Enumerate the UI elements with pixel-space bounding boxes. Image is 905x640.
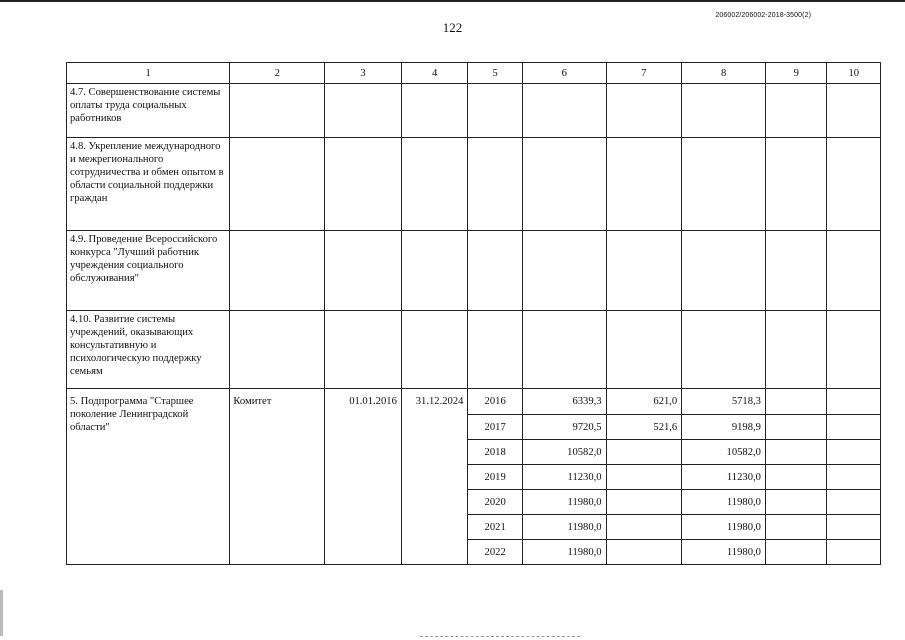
col7-cell [606,440,682,465]
program-table [66,62,881,565]
column-header: 10 [827,63,881,84]
column-header: 5 [468,63,522,84]
table-row [67,138,881,231]
program-year-row [67,389,881,415]
top-rule [0,0,905,2]
column-header: 7 [606,63,682,84]
header-row [67,63,881,84]
col8-cell: 11230,0 [682,465,766,490]
col7-cell [606,515,682,540]
scan-edge-shade [0,590,3,636]
total-cell: 11980,0 [522,540,606,565]
year-cell: 2020 [468,490,522,515]
column-header: 3 [325,63,402,84]
year-cell: 2017 [468,415,522,440]
column-header: 1 [67,63,230,84]
col8-cell: 11980,0 [682,490,766,515]
column-header: 2 [230,63,325,84]
item-4-9: 4.9. Проведение Всероссийского конкурса "Лучший работник учреждения социального обслуживания" [67,231,230,311]
year-cell: 2019 [468,465,522,490]
page-number: 122 [442,20,463,35]
total-cell: 9720,5 [522,415,606,440]
table-row [67,231,881,311]
col8-cell: 5718,3 [682,389,766,415]
col7-cell: 621,0 [606,389,682,415]
col7-cell [606,540,682,565]
program-executor: Комитет [230,389,325,565]
program-name: 5. Подпрограмма "Старшее поколение Ленинградской области" [67,389,230,565]
total-cell: 11230,0 [522,465,606,490]
col8-cell: 11980,0 [682,540,766,565]
program-start-date: 01.01.2016 [325,389,402,565]
col7-cell [606,490,682,515]
col8-cell: 10582,0 [682,440,766,465]
total-cell: 6339,3 [522,389,606,415]
scan-bottom-marks [420,636,580,638]
column-header: 4 [401,63,468,84]
col7-cell [606,465,682,490]
item-4-10: 4.10. Развитие системы учреждений, оказывающих консультативную и психологическую поддержку семьям [67,311,230,389]
column-header: 9 [765,63,827,84]
document-code: 206002/206002-2018-3500(2) [715,12,811,19]
year-cell: 2018 [468,440,522,465]
total-cell: 10582,0 [522,440,606,465]
item-4-7: 4.7. Совершенствование системы оплаты труда социальных работников [67,84,230,138]
program-end-date: 31.12.2024 [401,389,468,565]
total-cell: 11980,0 [522,490,606,515]
col8-cell: 11980,0 [682,515,766,540]
year-cell: 2022 [468,540,522,565]
table-row [67,311,881,389]
column-header: 6 [522,63,606,84]
item-4-8: 4.8. Укрепление международного и межрегионального сотрудничества и обмен опытом в области социальной поддержки граждан [67,138,230,231]
table-row [67,84,881,138]
year-cell: 2021 [468,515,522,540]
year-cell: 2016 [468,389,522,415]
col8-cell: 9198,9 [682,415,766,440]
column-header: 8 [682,63,766,84]
total-cell: 11980,0 [522,515,606,540]
col7-cell: 521,6 [606,415,682,440]
